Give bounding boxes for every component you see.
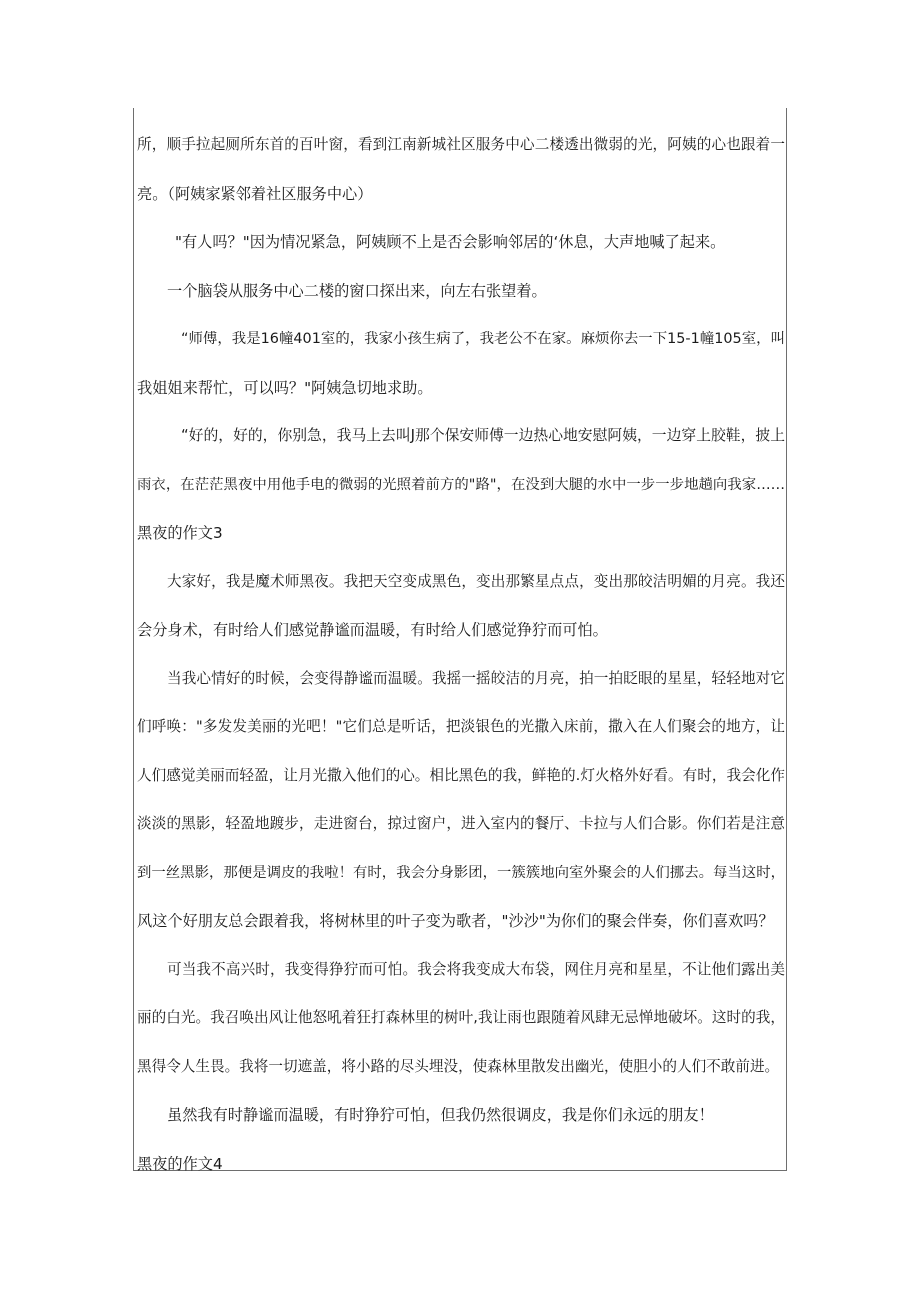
- text-line: 会分身术，有时给人们感觉静谧而温暖，有时给人们感觉狰狞而可怕。: [137, 621, 608, 639]
- text-line: "有人吗？"因为情况紧急，阿姨顾不上是否会影响邻居的‘休息，大声地喊了起来。: [175, 233, 726, 251]
- text-line: “好的，好的，你别急，我马上去叫J那个保安师傅一边热心地安慰阿姨，一边穿上胶鞋，披上: [181, 427, 785, 444]
- text-line: “师傅，我是16幢401室的，我家小孩生病了，我老公不在家。麻烦你去一下15-1幢105室，叫: [181, 331, 785, 347]
- text-line: 雨衣，在茫茫黑夜中用他手电的微弱的光照着前方的"路"，在没到大腿的水中一步一步地趟向我家……: [137, 476, 785, 493]
- text-line: 虽然我有时静谧而温暖，有时狰狞可怕，但我仍然很调皮，我是你们永远的朋友！: [167, 1106, 714, 1124]
- text-line: 我姐姐来帮忙，可以吗？"阿姨急切地求助。: [137, 378, 433, 397]
- text-line: 淡淡的黑影，轻盈地踱步，走进窗台，掠过窗户，进入室内的餐厅、卡拉与人们合影。你们若是注意: [137, 815, 785, 832]
- text-line: 所，顺手拉起厕所东首的百叶窗，看到江南新城社区服务中心二楼透出微弱的光，阿姨的心也跟着一: [137, 136, 785, 153]
- text-line: 丽的白光。我召唤出风让他怒吼着狂打森林里的树叶,我让雨也跟随着风肆无忌惮地破坏。这时的我，: [137, 1009, 785, 1026]
- section-heading: 黑夜的作文4: [137, 1154, 223, 1173]
- document-body: [137, 121, 785, 1188]
- text-line: 一个脑袋从服务中心二楼的窗口探出来，向左右张望着。: [167, 281, 547, 300]
- text-line: 亮。（阿姨家紧邻着社区服务中心）: [137, 184, 373, 203]
- text-line: 到一丝黑影，那便是调皮的我啦！有时，我会分身影团，一簇簇地向室外聚会的人们挪去。每当这时，: [137, 864, 785, 881]
- text-line: 可当我不高兴时，我变得狰狞而可怕。我会将我变成大布袋，网住月亮和星星，不让他们露出美: [167, 960, 785, 978]
- text-line: 当我心情好的时候，会变得静谧而温暖。我摇一摇皎洁的月亮，拍一拍眨眼的星星，轻轻地对它: [167, 669, 785, 687]
- text-line: 大家好，我是魔术师黑夜。我把天空变成黑色，变出那繁星点点，变出那皎洁明媚的月亮。我还: [167, 572, 785, 590]
- text-line: 们呼唤："多发发美丽的光吧！"它们总是听话，把淡银色的光撒入床前，撒入在人们聚会的地方，让: [137, 718, 785, 735]
- text-line: 风这个好朋友总会跟着我，将树林里的叶子变为歌者，"沙沙"为你们的聚会伴奏，你们喜欢吗？: [137, 912, 774, 930]
- text-line: 黑得令人生畏。我将一切遮盖，将小路的尽头埋没，使森林里散发出幽光，使胆小的人们不敢前进。: [137, 1057, 780, 1075]
- text-line: 人们感觉美丽而轻盈，让月光撒入他们的心。相比黑色的我，鲜艳的.灯火格外好看。有时，我会化作: [137, 766, 785, 784]
- section-heading: 黑夜的作文3: [137, 524, 223, 542]
